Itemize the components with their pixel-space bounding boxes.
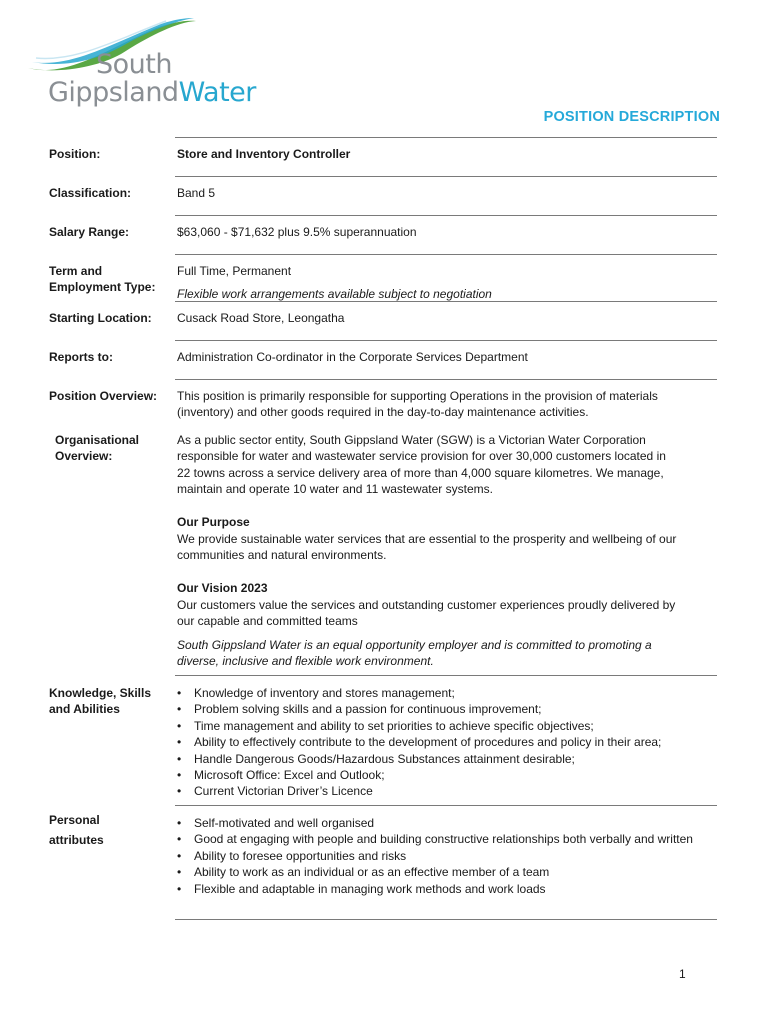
salary-value: $63,060 - $71,632 plus 9.5% superannuation (177, 225, 417, 239)
term-value: Full Time, Permanent (177, 264, 292, 278)
classification-label: Classification: (49, 186, 132, 200)
divider (175, 675, 717, 676)
divider (175, 254, 717, 255)
divider (175, 805, 717, 806)
divider (175, 301, 717, 302)
flexible-work-note: Flexible work arrangements available subject to negotiation (177, 287, 492, 301)
our-vision-text: Our customers value the services and outstanding customer experiences proudly delivered by our capable and committed teams (177, 598, 676, 629)
personal-attributes-list (177, 815, 717, 897)
list-item: • Microsoft Office: Excel and Outlook; (177, 767, 717, 783)
list-item: • Ability to effectively contribute to the development of procedures and policy in their area; (177, 734, 717, 750)
location-value: Cusack Road Store, Leongatha (177, 311, 345, 325)
divider (175, 176, 717, 177)
org-overview-label: Organisational Overview: (55, 433, 140, 464)
divider (175, 379, 717, 380)
list-item: • Ability to foresee opportunities and risks (177, 848, 717, 864)
list-item: • Ability to work as an individual or as an effective member of a team (177, 864, 717, 880)
our-vision-heading: Our Vision 2023 (177, 581, 268, 595)
knowledge-skills-list (177, 685, 717, 800)
list-item: • Problem solving skills and a passion for continuous improvement; (177, 701, 717, 717)
divider (175, 340, 717, 341)
divider (175, 215, 717, 216)
list-item: • Self-motivated and well organised (177, 815, 717, 831)
logo-text-gippsland-water: GippslandWater (48, 77, 256, 108)
list-item: • Time management and ability to set priorities to achieve specific objectives; (177, 718, 717, 734)
list-item: • Flexible and adaptable in managing work methods and work loads (177, 881, 717, 897)
logo (26, 16, 256, 112)
our-purpose-text: We provide sustainable water services that are essential to the prosperity and wellbeing of our communities and natural environments. (177, 532, 677, 563)
reports-to-label: Reports to: (49, 350, 113, 364)
location-label: Starting Location: (49, 311, 152, 325)
list-item: • Current Victorian Driver’s Licence (177, 783, 717, 799)
divider (175, 137, 717, 138)
equal-opportunity-statement: South Gippsland Water is an equal opportunity employer and is committed to promoting a diverse, inclusive and flexible work environment. (177, 638, 652, 669)
org-overview-text: As a public sector entity, South Gippsland Water (SGW) is a Victorian Water Corporation responsible for water and wastewater service provision for over 30,000 customers located in 22 towns across a service delivery area of more than 4,000 square kilometres. We manage, maintain and operate 10 water and 11 wastewater systems. (177, 433, 666, 497)
term-label: Term and Employment Type: (49, 264, 156, 295)
reports-to-value: Administration Co-ordinator in the Corporate Services Department (177, 350, 528, 364)
position-overview-text: This position is primarily responsible for supporting Operations in the provision of materials (inventory) and other goods required in the day-to-day maintenance activities. (177, 389, 658, 420)
list-item: • Good at engaging with people and building constructive relationships both verbally and written (177, 831, 704, 847)
divider (175, 919, 717, 920)
personal-attributes-label: Personal attributes (49, 813, 104, 847)
page-number: 1 (679, 967, 686, 981)
document-title: POSITION DESCRIPTION (543, 109, 720, 125)
logo-text-south: South (96, 49, 172, 80)
list-item: • Knowledge of inventory and stores management; (177, 685, 717, 701)
our-purpose-heading: Our Purpose (177, 515, 250, 529)
classification-value: Band 5 (177, 186, 216, 200)
position-overview-label: Position Overview: (49, 389, 158, 403)
salary-label: Salary Range: (49, 225, 130, 239)
position-value: Store and Inventory Controller (177, 147, 351, 161)
list-item: • Handle Dangerous Goods/Hazardous Substances attainment desirable; (177, 751, 717, 767)
position-label: Position: (49, 147, 101, 161)
knowledge-skills-label: Knowledge, Skills and Abilities (49, 686, 152, 717)
